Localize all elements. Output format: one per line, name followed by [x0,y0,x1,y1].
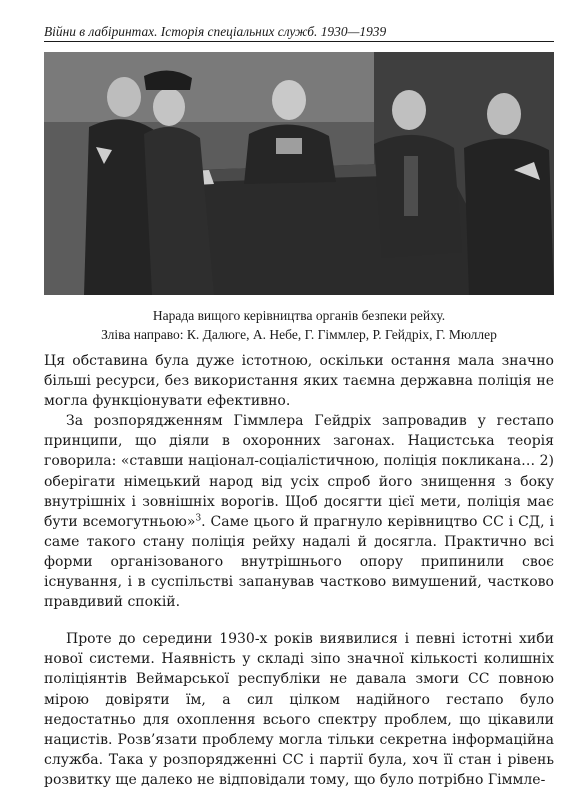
body-text [44,351,554,790]
caption-line-2: Зліва направо: К. Далюге, А. Небе, Г. Гіммлер, Р. Гейдріх, Г. Мюллер [101,327,497,342]
photo-caption [44,306,554,344]
meeting-photo [44,52,554,295]
running-header: Війни в лабіринтах. Історія спеціальних служб. 1930—1939 [44,24,387,39]
paragraph-3: Проте до середини 1930-х років виявилися і певні істотні хиби нової системи. Наявність у складі зіпо значної кількості колишніх поліціянтів Веймарської республіки не давала змоги СС повною мірою довіряти їм, а сил цілком надійного гестапо було недостатньо для охоплення всього спектру проблем, що цікавили нацистів. Розв’язати проблему могла тільки секретна інформаційна служба. Така у розпорядженні СС і партії була, хоч її стан і рівень розвитку ще далеко не відповідали тому, що було потрібно Гіммле- [44,631,554,788]
caption-line-1: Нарада вищого керівництва органів безпеки рейху. [152,308,446,323]
photo-illustration [44,52,554,295]
paragraph-2-text-a: За розпорядженням Гіммлера Гейдріх запровадив у гестапо принципи, що діяли в охоронних загонах. Нацистська теорія говорила: «ставши націонал-соціалістичною, поліція покликана… 2) оберігати німецький народ від усіх спроб його знищення з боку внутрішніх і зовнішніх ворогів. Щоб досягти цієї мети, поліція має бути всемогутньою» [44,413,554,530]
paragraph-1: Ця обставина була дуже істотною, оскільки остання мала значно більші ресурси, без використання яких таємна державна поліція не могла функціонувати ефективно. [44,353,554,410]
paragraph-2-text-b: . Саме цього й прагнуло керівництво СС і СД, і саме такого стану поліція рейху надалі й досягла. Практично всі форми організованого внутрішнього опору припинили своє існування, і в суспільстві запанував частково вимушений, частково правдивий спокій. [44,513,554,611]
footnote-marker[interactable]: 3 [195,513,202,524]
paragraph-2 [44,411,554,612]
header-rule [44,41,554,42]
